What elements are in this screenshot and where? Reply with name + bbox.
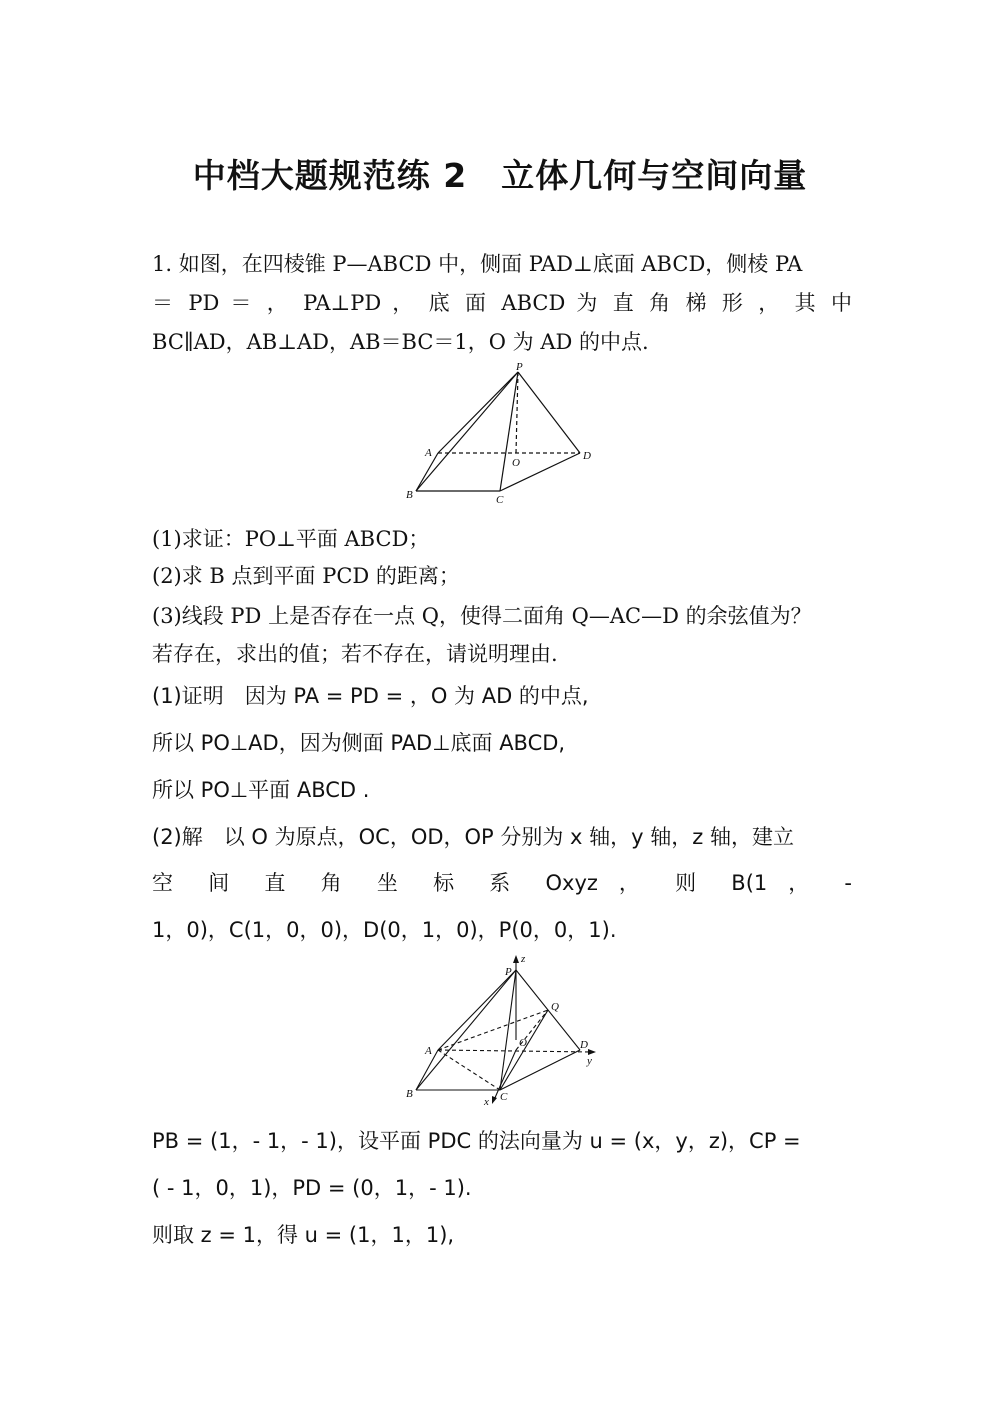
label-D2: D: [580, 1039, 588, 1051]
solution-line-1: (1)证明 因为 PA = PD = ，O 为 AD 的中点,: [152, 684, 589, 708]
pyramid-figure-2: [395, 950, 610, 1110]
label-D: D: [583, 450, 591, 462]
edge-PD: [518, 372, 580, 453]
label-P2: P: [505, 966, 512, 978]
question-3: (3)线段 PD 上是否存在一点 Q，使得二面角 Q—AC—D 的余弦值为？: [152, 604, 812, 628]
label-O2: O: [519, 1037, 527, 1049]
question-1: (1)求证：PO⊥平面 ABCD；: [152, 527, 430, 551]
label-O: O: [512, 457, 520, 469]
label-y: y: [587, 1055, 592, 1067]
label-C2: C: [500, 1091, 508, 1103]
page-title: 中档大题规范练 2 立体几何与空间向量: [192, 156, 808, 195]
label-C: C: [496, 494, 504, 506]
label-Q: Q: [551, 1001, 559, 1013]
solution-line-3: 所以 PO⊥平面 ABCD .: [152, 778, 370, 802]
label-z: z: [521, 953, 526, 965]
problem-line-3: BC∥AD，AB⊥AD，AB＝BC＝1，O 为 AD 的中点.: [152, 330, 649, 354]
pyramid-figure-1: [400, 360, 600, 510]
problem-line-2: ＝ PD ＝ ， PA⊥PD ， 底 面 ABCD 为 直 角 梯 形 ， 其 中: [152, 291, 852, 315]
label-A2: A: [425, 1045, 432, 1057]
label-A: A: [425, 447, 432, 459]
problem-line-1: 1. 如图，在四棱锥 P—ABCD 中，侧面 PAD⊥底面 ABCD，侧棱 PA: [152, 252, 803, 276]
solution-line-7: PB = (1，- 1，- 1)，设平面 PDC 的法向量为 u = (x，y，z)，CP =: [152, 1129, 801, 1153]
solution-line-2: 所以 PO⊥AD，因为侧面 PAD⊥底面 ABCD,: [152, 731, 566, 755]
label-P: P: [516, 361, 523, 373]
question-3-cont: 若存在，求出的值；若不存在，请说明理由.: [152, 642, 558, 666]
solution-line-9: 则取 z = 1，得 u = (1，1，1),: [152, 1223, 455, 1247]
solution-line-5: 空 间 直 角 坐 标 系 Oxyz ， 则 B(1 ， -: [152, 871, 852, 895]
edge-PA: [438, 372, 518, 453]
solution-line-8: ( - 1，0，1)，PD = (0，1，- 1).: [152, 1176, 472, 1200]
label-x: x: [484, 1096, 489, 1108]
solution-line-4: (2)解 以 O 为原点，OC，OD，OP 分别为 x 轴，y 轴，z 轴，建立: [152, 825, 794, 849]
question-2: (2)求 B 点到平面 PCD 的距离；: [152, 564, 460, 588]
label-B2: B: [406, 1088, 413, 1100]
label-B: B: [406, 489, 413, 501]
solution-line-6: 1，0)，C(1，0，0)，D(0，1，0)，P(0，0，1).: [152, 918, 617, 942]
